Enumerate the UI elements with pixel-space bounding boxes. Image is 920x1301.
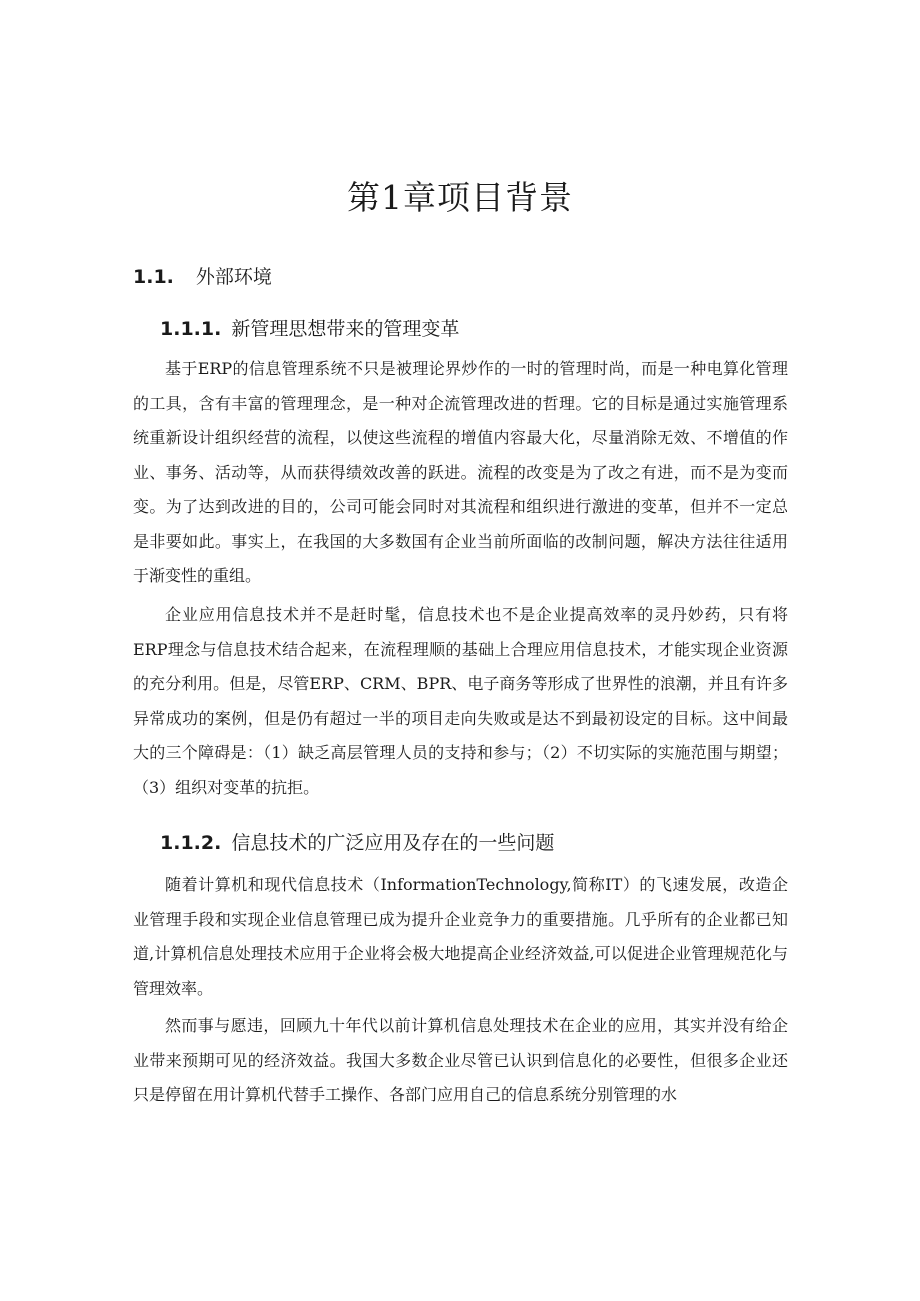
paragraph: 企业应用信息技术并不是赶时髦，信息技术也不是企业提高效率的灵丹妙药，只有将ERP理念与信息技术结合起来，在流程理顺的基础上合理应用信息技术，才能实现企业资源的充分利用。但是，尽管ERP、CRM、BPR、电子商务等形成了世界性的浪潮，并且有许多异常成功的案例，但是仍有超过一半的项目走向失败或是达不到最初设定的目标。这中间最大的三个障碍是：（1）缺乏高层管理人员的支持和参与；（2）不切实际的实施范围与期望；（3）组织对变革的抗拒。 <box>133 605 788 797</box>
paragraph: 然而事与愿违，回顾九十年代以前计算机信息处理技术在企业的应用，其实并没有给企业带来预期可见的经济效益。我国大多数企业尽管已认识到信息化的必要性，但很多企业还只是停留在用计算机代替手工操作、各部门应用自己的信息系统分别管理的水 <box>133 1016 788 1104</box>
subsection-heading-1 <box>160 314 459 341</box>
subsection-number: 1.1.1. <box>160 318 222 340</box>
subsection-title: 新管理思想带来的管理变革 <box>231 318 460 340</box>
subsection-title: 信息技术的广泛应用及存在的一些问题 <box>231 832 555 854</box>
section-heading <box>133 262 272 289</box>
section-number: 1.1. <box>133 266 174 288</box>
section-title: 外部环境 <box>195 266 272 288</box>
chapter-title: 第1章项目背景 <box>347 178 573 217</box>
paragraph: 基于ERP的信息管理系统不只是被理论界炒作的一时的管理时尚，而是一种电算化管理的工具，含有丰富的管理理念，是一种对企流管理改进的哲理。它的目标是通过实施管理系统重新设计组织经营的流程，以使这些流程的增值内容最大化，尽量消除无效、不增值的作业、事务、活动等，从而获得绩效改善的跃进。流程的改变是为了改之有进，而不是为变而变。为了达到改进的目的，公司可能会同时对其流程和组织进行激进的变革，但并不一定总是非要如此。事实上，在我国的大多数国有企业当前所面临的改制问题，解决方法往往适用于渐变性的重组。 <box>133 359 788 585</box>
paragraph: 随着计算机和现代信息技术（InformationTechnology,简称IT）的飞速发展，改造企业管理手段和实现企业信息管理已成为提升企业竞争力的重要措施。几乎所有的企业都已知道,计算机信息处理技术应用于企业将会极大地提高企业经济效益,可以促进企业管理规范化与管理效率。 <box>133 875 788 998</box>
subsection-number: 1.1.2. <box>160 832 222 854</box>
subsection-heading-2 <box>160 828 554 855</box>
